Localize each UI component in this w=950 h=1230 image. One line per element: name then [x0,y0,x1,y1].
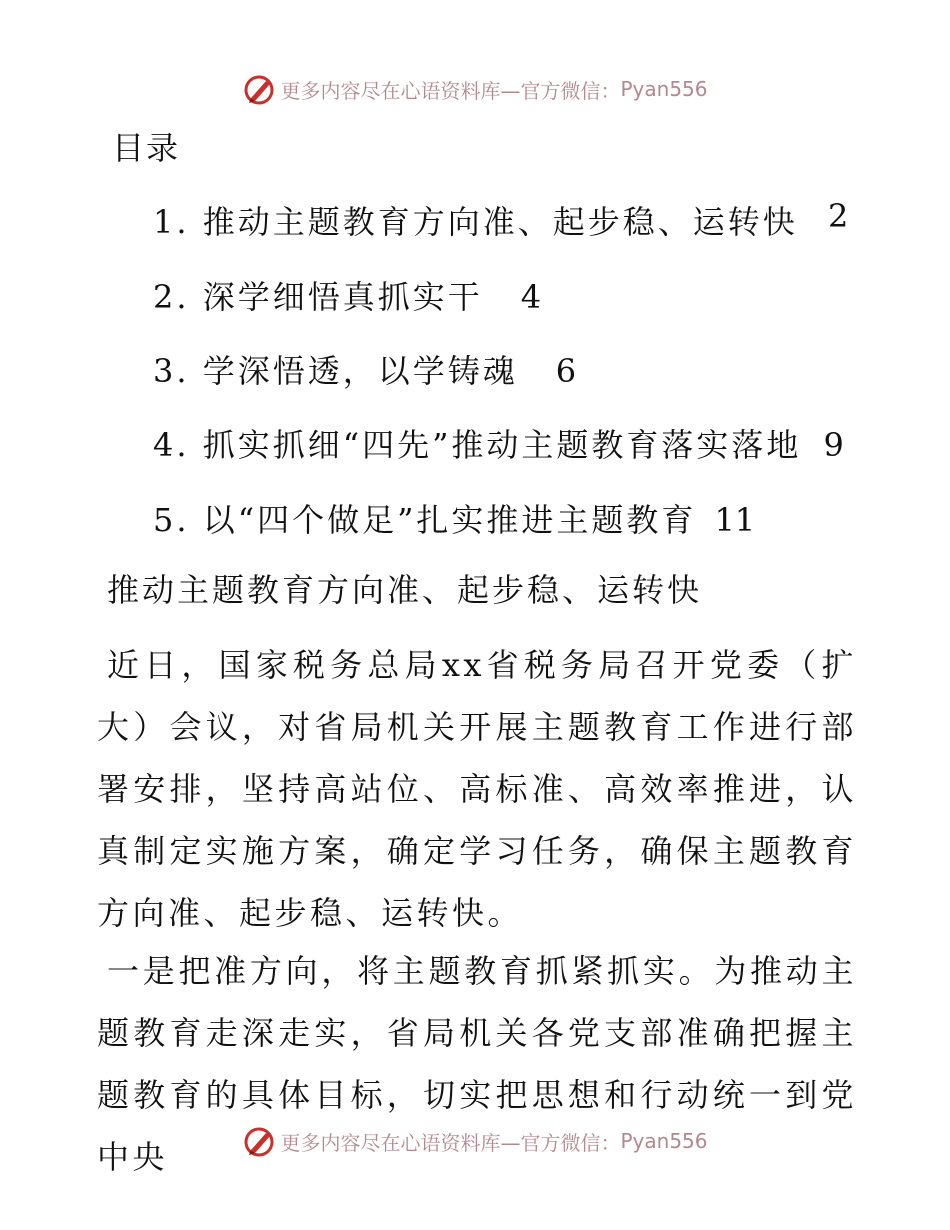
toc-item-label: 5. 以“四个做足”扎实推进主题教育 [153,501,697,539]
toc-item-label: 4. 抓实抓细“四先”推动主题教育落实落地 [153,426,802,464]
pen-logo-icon [242,72,276,106]
body-paragraph: 一是把准方向，将主题教育抓紧抓实。为推动主题教育走深走实，省局机关各党支部准确把握主题教育的具体目标，切实把思想和行动统一到党中央 [97,952,857,1176]
toc-item[interactable] [153,420,844,466]
watermark-footer [0,1124,950,1158]
toc-title: 目录 [112,129,181,167]
toc-item-label: 3. 学深悟透，以学铸魂 [153,352,518,390]
watermark-header [0,72,950,106]
watermark-text: 更多内容尽在心语资料库—官方微信： [280,1130,621,1155]
toc-item[interactable] [153,272,541,318]
toc-item-page: 4 [520,278,542,316]
toc-item[interactable] [153,197,849,243]
toc-item-page: 2 [828,197,849,235]
toc-item-label: 2. 深学细悟真抓实干 [153,278,483,316]
watermark-wechat-id: Pyan556 [620,1129,708,1153]
watermark-wechat-id: Pyan556 [620,77,708,101]
body-paragraph: 近日，国家税务总局xx省税务局召开党委（扩大）会议，对省局机关开展主题教育工作进行部署安排，坚持高站位、高标准、高效率推进，认真制定实施方案，确定学习任务，确保主题教育方向准、起步稳、运转快。 [97,646,857,932]
toc-item-page: 11 [714,501,756,539]
toc-item-page: 9 [823,426,844,464]
watermark-text: 更多内容尽在心语资料库—官方微信： [280,78,621,103]
pen-logo-icon [242,1124,276,1158]
toc-item-page: 6 [555,352,577,390]
toc-item[interactable] [153,495,755,541]
toc-item[interactable] [153,346,576,392]
toc-item-label: 1. 推动主题教育方向准、起步稳、运转快 [153,203,798,241]
section-heading: 推动主题教育方向准、起步稳、运转快 [107,571,703,609]
